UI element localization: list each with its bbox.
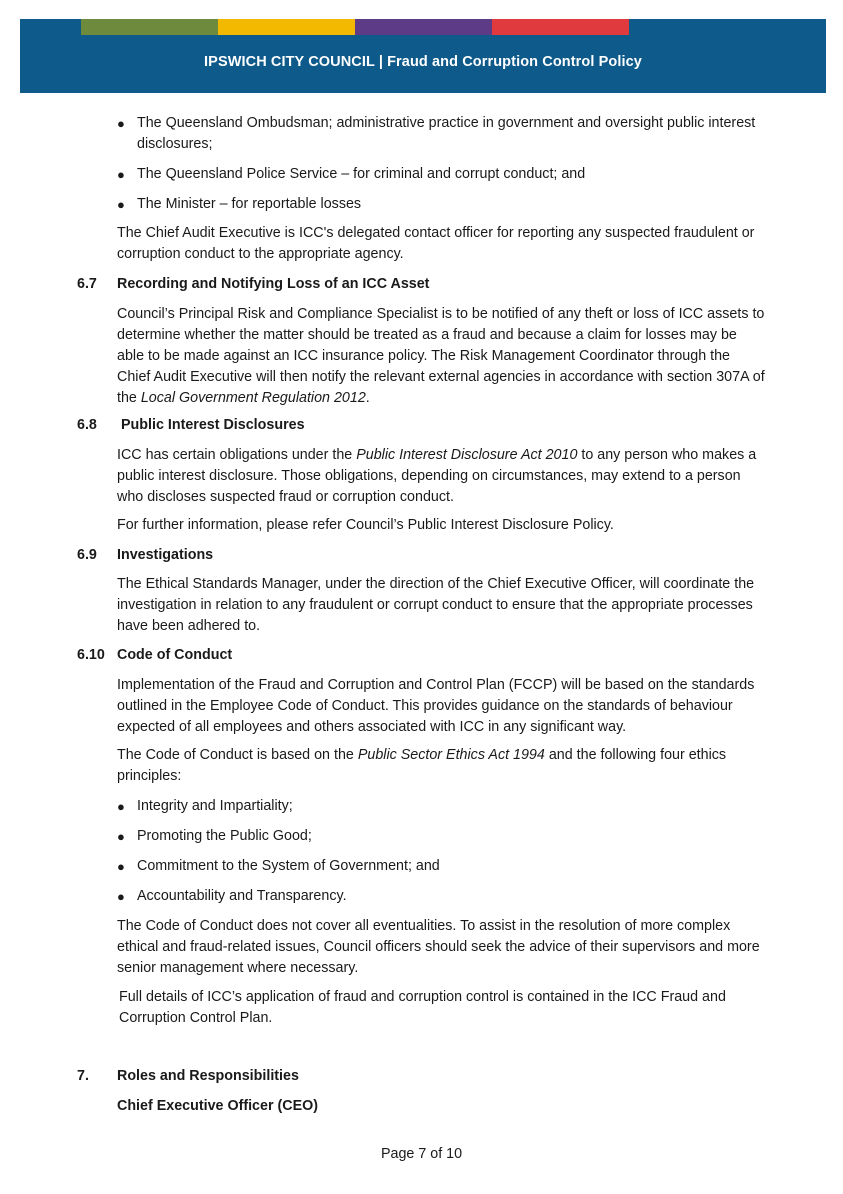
header-title: IPSWICH CITY COUNCIL | Fraud and Corruption Control Policy <box>204 54 642 70</box>
paragraph-asset-loss: Council’s Principal Risk and Compliance Specialist is to be notified of any theft or loss of ICC assets to determine whether the matter should be treated as a fraud and because a claim for losses may be able to be made against an ICC insurance policy. The Risk Management Coordinator through the Chief Audit Executive will then notify the relevant external agencies in accordance with section 307A of the Local Government Regulation 2012. <box>117 306 765 406</box>
section-number: 6.8 <box>77 417 97 433</box>
paragraph-investigations: The Ethical Standards Manager, under the direction of the Chief Executive Officer, will coordinate the investigation in relation to any fraudulent or corrupt conduct to ensure that the appropriate processes have been adhered to. <box>117 576 755 634</box>
bullet-icon: ● <box>117 889 125 904</box>
paragraph-pid-obligations: ICC has certain obligations under the Public Interest Disclosure Act 2010 to any person who makes a public interest disclosure. Those obligations, depending on circumstances, may extend to a person who discloses suspected fraud or corruption conduct. <box>117 447 757 505</box>
color-strip-yellow <box>218 19 355 35</box>
subsection-title: Chief Executive Officer (CEO) <box>117 1098 319 1114</box>
section-number: 6.7 <box>77 276 97 292</box>
section-title: Investigations <box>117 547 214 563</box>
bullet-icon: ● <box>117 116 125 131</box>
bullet-icon: ● <box>117 859 125 874</box>
paragraph-full-details: Full details of ICC’s application of fraud and corruption control is contained in the ICC Fraud and Corruption Control Plan. <box>119 989 726 1026</box>
paragraph-eventualities: The Code of Conduct does not cover all eventualities. To assist in the resolution of more complex ethical and fraud-related issues, Council officers should seek the advice of their supervisors and more senior management where necessary. <box>117 918 760 976</box>
bullet-icon: ● <box>117 829 125 844</box>
color-strip-green <box>81 19 218 35</box>
section-number: 6.10 <box>77 647 105 663</box>
bullet-icon: ● <box>117 167 125 182</box>
section-title: Public Interest Disclosures <box>121 417 305 433</box>
color-strip-blue <box>629 19 766 35</box>
section-title: Roles and Responsibilities <box>117 1068 299 1084</box>
color-strip-purple <box>355 19 492 35</box>
paragraph-ethics-act: The Code of Conduct is based on the Public Sector Ethics Act 1994 and the following four ethics principles: <box>117 747 727 784</box>
bullet-icon: ● <box>117 197 125 212</box>
page-number: Page 7 of 10 <box>380 1146 463 1162</box>
section-title: Code of Conduct <box>117 647 233 663</box>
paragraph-fccp: Implementation of the Fraud and Corruption and Control Plan (FCCP) will be based on the standards outlined in the Employee Code of Conduct. This provides guidance on the standards of behaviour expected of all employees and others associated with ICC in any significant way. <box>117 677 755 735</box>
section-number: 6.9 <box>77 547 97 563</box>
section-title: Recording and Notifying Loss of an ICC Asset <box>117 276 430 292</box>
paragraph-pid-policy: For further information, please refer Council’s Public Interest Disclosure Policy. <box>117 517 614 533</box>
paragraph-chief-audit-executive: The Chief Audit Executive is ICC's delegated contact officer for reporting any suspected fraudulent or corruption conduct to the appropriate agency. <box>117 225 755 262</box>
color-strip-red <box>492 19 629 35</box>
bullet-icon: ● <box>117 799 125 814</box>
section-number: 7. <box>77 1068 89 1084</box>
